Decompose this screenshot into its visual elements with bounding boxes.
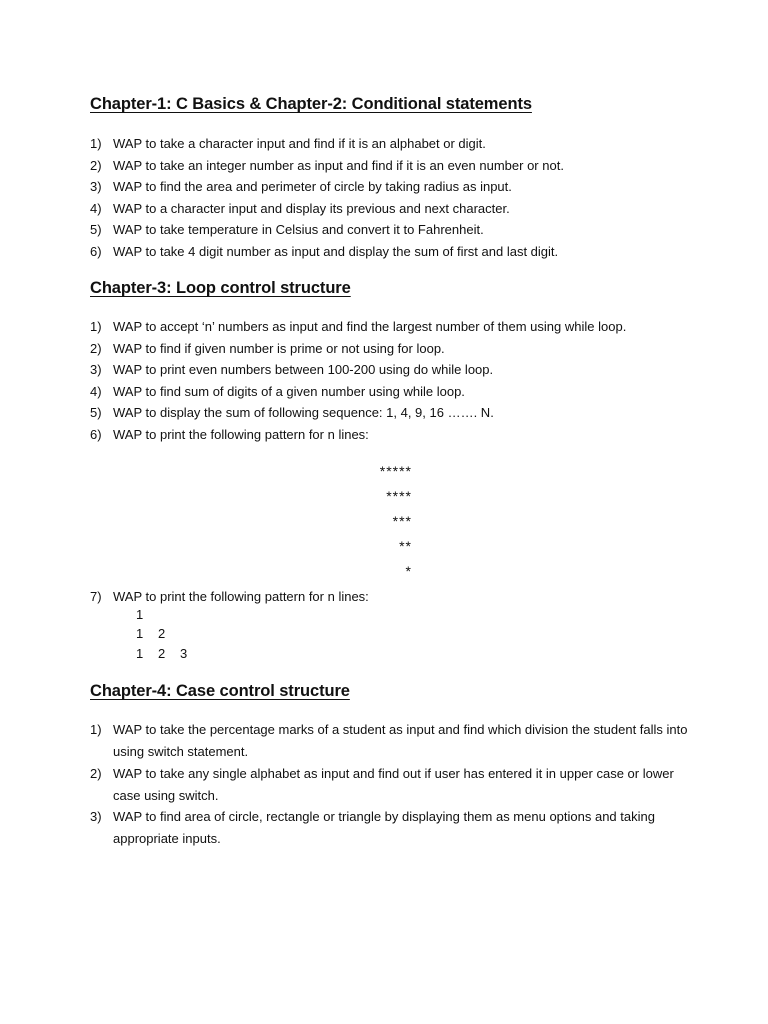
item-number: 1) [90, 136, 102, 151]
ch1-item-2 [90, 155, 690, 177]
item-number: 5) [90, 222, 102, 237]
star-pattern-row: ** [399, 538, 412, 554]
item-number: 3) [90, 179, 102, 194]
ch1-item-1 [90, 133, 690, 155]
ch3-item-5 [90, 402, 690, 424]
item-text: WAP to a character input and display its previous and next character. [113, 200, 510, 216]
item-number: 1) [90, 722, 102, 737]
ch3-item-3 [90, 359, 690, 381]
pattern-number: 2 [158, 626, 166, 641]
item-number: 2) [90, 766, 102, 781]
ch1-item-4 [90, 198, 690, 220]
ch4-item-3 [90, 806, 690, 849]
item-text: WAP to take temperature in Celsius and convert it to Fahrenheit. [113, 222, 484, 237]
item-number: 3) [90, 809, 102, 824]
ch3-item-6 [90, 424, 690, 446]
item-text: WAP to accept ‘n’ numbers as input and find the largest number of them using while loop. [113, 319, 627, 334]
star-pattern-row: ***** [379, 463, 412, 479]
item-text: WAP to find if given number is prime or not using for loop. [113, 340, 445, 356]
star-pattern-row: **** [386, 488, 412, 504]
item-number: 6) [90, 427, 102, 442]
item-number: 4) [90, 200, 102, 216]
pattern-number: 1 [136, 646, 144, 661]
pattern-number: 1 [136, 607, 144, 622]
item-text: WAP to find the area and perimeter of circle by taking radius as input. [113, 179, 512, 194]
item-number: 4) [90, 383, 102, 399]
ch1-item-5 [90, 219, 690, 241]
item-text: WAP to take any single alphabet as input and find out if user has entered it in upper case or lower case using switch. [113, 766, 674, 803]
pattern-number: 3 [180, 646, 188, 661]
chapter-4-heading: Chapter-4: Case control structure [90, 682, 350, 700]
number-pattern-row [136, 607, 158, 623]
number-pattern-row [136, 646, 202, 662]
ch3-item-7 [90, 586, 690, 608]
item-number: 5) [90, 405, 102, 420]
item-number: 3) [90, 362, 102, 377]
pattern-number: 1 [136, 626, 144, 641]
item-number: 2) [90, 157, 102, 173]
item-text: WAP to print even numbers between 100-200 using do while loop. [113, 362, 494, 377]
item-number: 7) [90, 589, 102, 604]
item-text: WAP to print the following pattern for n lines: [113, 589, 369, 604]
ch4-item-1 [90, 719, 690, 762]
ch3-item-2 [90, 338, 690, 360]
chapter-3-heading: Chapter-3: Loop control structure [90, 279, 351, 297]
item-text: WAP to take 4 digit number as input and display the sum of first and last digit. [113, 243, 559, 259]
ch4-item-2 [90, 763, 690, 806]
ch1-item-3 [90, 176, 690, 198]
item-number: 1) [90, 319, 102, 334]
item-text: WAP to take a character input and find if it is an alphabet or digit. [113, 136, 486, 151]
item-text: WAP to take the percentage marks of a student as input and find which division the student falls into using switch statement. [113, 722, 688, 759]
item-text: WAP to display the sum of following sequence: 1, 4, 9, 16 ……. N. [113, 405, 494, 420]
item-text: WAP to find area of circle, rectangle or triangle by displaying them as menu options and taking appropriate inputs. [113, 809, 655, 846]
ch3-item-1 [90, 316, 690, 338]
item-text: WAP to take an integer number as input and find if it is an even number or not. [113, 157, 564, 173]
ch3-item-4 [90, 381, 690, 403]
star-pattern-row: *** [392, 513, 412, 529]
item-number: 2) [90, 340, 102, 356]
star-pattern-row: * [405, 563, 412, 579]
number-pattern-row [136, 626, 180, 642]
item-number: 6) [90, 243, 102, 259]
pattern-number: 2 [158, 646, 166, 661]
ch1-item-6 [90, 241, 690, 263]
item-text: WAP to print the following pattern for n lines: [113, 427, 369, 442]
item-text: WAP to find sum of digits of a given number using while loop. [113, 383, 465, 399]
chapter-1-2-heading: Chapter-1: C Basics & Chapter-2: Conditional statements [90, 95, 532, 113]
